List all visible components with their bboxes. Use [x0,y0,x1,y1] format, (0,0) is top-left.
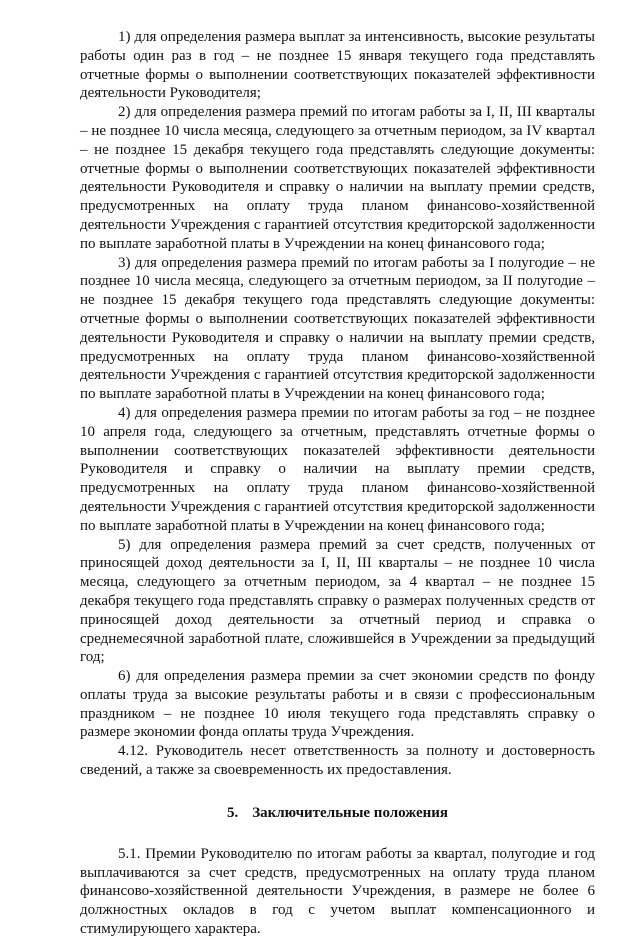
section-number: 5. [226,804,239,821]
paragraph-item-6: 6) для определения размера премии за счет экономии средств по фонду оплаты труда за высокие результаты работы и в связи с профессиональным праздником – не позднее 10 июля текущего года представлять справку о размере экономии фонда оплаты труда Учреждения. [80,668,595,741]
paragraph-item-2: 2) для определения размера премий по итогам работы за I, II, III кварталы – не позднее 10 числа месяца, следующего за отчетным периодом, за IV квартал – не позднее 15 декабря текущего года представлять следующие документы: отчетные формы о выполнении соответствующих показателей эффективности деятельности Руководителя и справку о наличии на выплату премии средств, предусмотренных на оплату труда планом финансово-хозяйственной деятельности Учреждения с гарантией отсутствия кредиторской задолженности по выплате заработной платы в Учреждении на конец финансового года; [80,104,595,252]
paragraph-item-5: 5) для определения размера премий за счет средств, полученных от приносящей доход деятельности за I, II, III кварталы – не позднее 10 числа месяца, следующего за отчетным периодом, за 4 квартал – не позднее 15 декабря текущего года представлять справку о размерах полученных средств от приносящей доход деятельности за отчетный период и справка о среднемесячной заработной плате, сложившейся в Учреждении за предыдущий год; [80,536,595,666]
paragraph-4-12: 4.12. Руководитель несет ответственность за полноту и достоверность сведений, а также за своевременность их предоставления. [80,743,595,779]
paragraph-5-1: 5.1. Премии Руководителю по итогам работы за квартал, полугодие и год выплачиваются за счет средств, предусмотренных на оплату труда планом финансово-хозяйственной деятельности Учреждения, в размере не более 6 должностных окладов в год с учетом выплат компенсационного и стимулирующего характера. [80,845,595,938]
document-page [80,28,595,939]
paragraph-item-1: 1) для определения размера выплат за интенсивность, высокие результаты работы один раз в год – не позднее 15 января текущего года представлять отчетные формы о выполнении соответствующих показателей эффективности деятельности Руководителя; [80,29,595,102]
paragraph-item-4: 4) для определения размера премии по итогам работы за год – не позднее 10 апреля года, следующего за отчетным, представлять отчетные формы о выполнении соответствующих показателей эффективности деятельности Руководителя и справку о наличии на выплату премии средств, предусмотренных на оплату труда планом финансово-хозяйственной деятельности Учреждения с гарантией отсутствия кредиторской задолженности по выплате заработной платы в Учреждении на конец финансового года; [80,404,595,534]
section-title: Заключительные положения [252,804,449,821]
section-heading [80,804,595,823]
paragraph-item-3: 3) для определения размера премий по итогам работы за I полугодие – не позднее 10 числа месяца, следующего за отчетным периодом, за II полугодие – не позднее 15 декабря текущего года представлять следующие документы: отчетные формы о выполнении соответствующих показателей эффективности деятельности Руководителя и справку о наличии на выплату премии средств, предусмотренных на оплату труда планом финансово-хозяйственной деятельности Учреждения с гарантией отсутствия кредиторской задолженности по выплате заработной платы в Учреждении на конец финансового года; [80,254,595,403]
